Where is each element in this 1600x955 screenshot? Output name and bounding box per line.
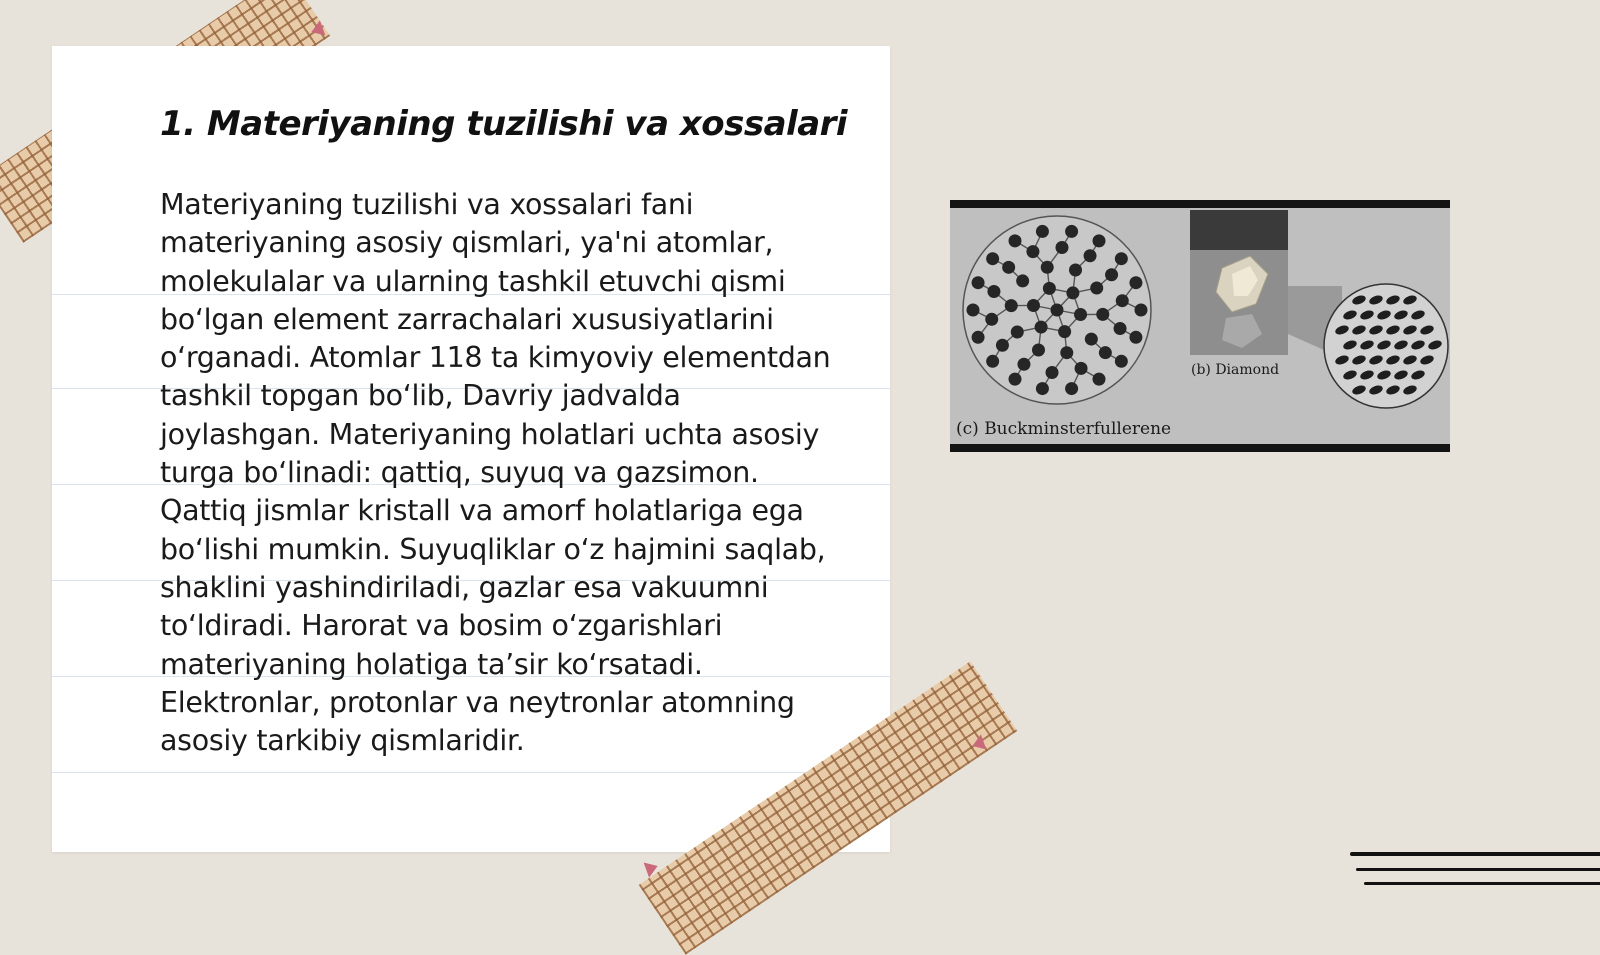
buckminsterfullerene-illustration [963,216,1151,404]
decorative-stroke [1364,882,1600,885]
paper-rule-line [52,772,890,773]
body-paragraph: Materiyaning tuzilishi va xossalari fani materiyaning asosiy qismlari, ya'ni atomlar, molekulalar va ularning tashkil etuvchi qismi bo‘lgan element zarrachalari xususiyatlarini o‘rganadi. Atomlar 118 ta kimyoviy elementdan tashkil topgan bo‘lib, Davriy jadvalda joylashgan. Materiyaning holatlari uchta asosiy turga bo‘linadi: qattiq, suyuq va gazsimon. Qattiq jismlar kristall va amorf holatlariga ega bo‘lishi mumkin. Suyuqliklar o‘z hajmini saqlab, shaklini yashindiriladi, gazlar esa vakuumni to‘ldiradi. Harorat va bosim o‘zgarishlari materiyaning holatiga ta’sir ko‘rsatadi. Elektronlar, protonlar va neytronlar atomning asosiy tarkibiy qismlaridir. [160,186,840,760]
diamond-label: (b) Diamond [1191,362,1279,378]
diamond-photo [1190,210,1288,355]
diamond-lattice-illustration [1324,284,1448,408]
section-heading: 1. Materiyaning tuzilishi va xossalari [160,104,847,144]
decorative-stroke [1356,868,1600,871]
decorative-stroke [1350,852,1600,856]
fullerene-label: (c) Buckminsterfullerene [956,419,1171,439]
carbon-allotropes-figure [950,200,1450,452]
